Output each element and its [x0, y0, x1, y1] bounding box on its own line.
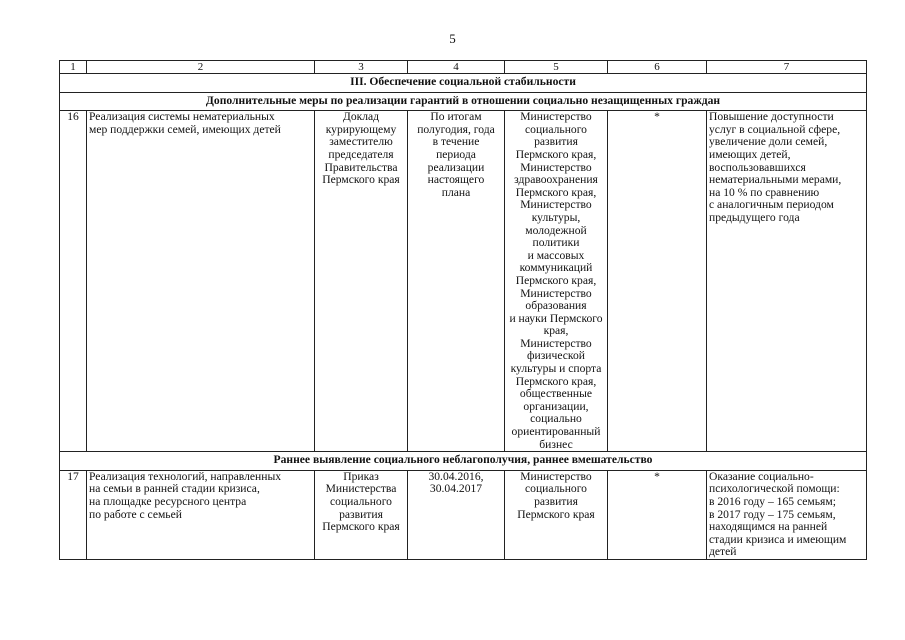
cell-text-line: настоящего: [427, 173, 485, 187]
page-number: 5: [449, 31, 456, 46]
cell-text-line: нематериальными мерами,: [709, 173, 842, 187]
cell-text-line: на 10 % по сравнению: [709, 185, 820, 199]
cell-text-line: общественные: [519, 387, 593, 401]
cell-text-line: реализации: [427, 160, 485, 174]
cell-text-line: политики: [532, 236, 580, 250]
result-cell: [707, 470, 867, 559]
cell-text-line: Министерство: [520, 469, 592, 483]
cell-text-line: Министерства: [325, 482, 397, 496]
measure-cell: [87, 470, 315, 559]
cell-text-line: Реализация технологий, направленных: [89, 469, 282, 483]
funding-cell: *: [608, 470, 707, 559]
cell-text-line: Министерство: [520, 160, 592, 174]
cell-text-line: по работе с семьей: [89, 507, 182, 521]
section-heading-row: [60, 74, 867, 93]
cell-text-line: курирующему: [325, 122, 397, 136]
cell-text-line: социального: [525, 482, 587, 496]
plan-table: [59, 60, 867, 560]
cell-text-line: полугодия, года: [417, 122, 495, 136]
column-number: 1: [60, 61, 87, 74]
cell-text-line: в 2017 году – 175 семьям,: [709, 507, 836, 521]
cell-text-line: Приказ: [343, 469, 379, 483]
cell-text-line: Министерство: [520, 110, 592, 124]
cell-text-line: имеющих детей,: [709, 147, 791, 161]
cell-text-line: Пермского края,: [515, 273, 597, 287]
cell-text-line: Пермского края: [517, 507, 595, 521]
cell-text-line: в течение: [432, 135, 480, 149]
column-number: 7: [707, 61, 867, 74]
cell-text-line: бизнес: [539, 437, 573, 451]
cell-text-line: на площадке ресурсного центра: [89, 495, 247, 508]
cell-text-line: Повышение доступности: [709, 110, 834, 124]
cell-text-line: социального: [330, 495, 392, 508]
cell-text-line: плана: [441, 185, 471, 199]
cell-text-line: Реализация системы нематериальных: [89, 110, 275, 124]
cell-text-line: Министерство: [520, 336, 592, 350]
cell-text-line: образования: [525, 299, 587, 313]
cell-text-line: организации,: [523, 399, 589, 413]
cell-text-line: социального: [525, 122, 587, 136]
row-number: 17: [60, 470, 87, 559]
funding-cell: *: [608, 111, 707, 452]
cell-text-line: Министерство: [520, 198, 592, 212]
deadline-cell: [408, 470, 505, 559]
cell-text-line: развития: [339, 507, 383, 521]
cell-text-line: края,: [543, 324, 569, 338]
subsection-heading-row: [60, 452, 867, 471]
cell-text-line: Пермского края: [322, 173, 400, 187]
cell-text-line: Пермского края,: [515, 185, 597, 199]
result-cell: [707, 111, 867, 452]
cell-text-line: Пермского края: [322, 520, 400, 534]
cell-text-line: культуры и спорта: [510, 362, 602, 376]
cell-text-line: мер поддержки семей, имеющих детей: [89, 122, 281, 136]
cell-text-line: председателя: [328, 147, 394, 161]
cell-text-line: детей: [709, 545, 737, 559]
section-title: III. Обеспечение социальной стабильности: [60, 74, 867, 93]
cell-text-line: 30.04.2017: [429, 482, 483, 496]
cell-text-line: По итогам: [430, 110, 482, 124]
cell-text-line: предыдущего года: [709, 210, 800, 224]
cell-text-line: с аналогичным периодом: [709, 198, 834, 212]
column-number: 4: [408, 61, 505, 74]
table-row: [60, 111, 867, 452]
cell-text-line: в 2016 году – 165 семьям;: [709, 495, 836, 508]
cell-text-line: 30.04.2016,: [428, 469, 484, 483]
cell-text-line: Правительства: [324, 160, 398, 174]
cell-text-line: Пермского края,: [515, 374, 597, 388]
cell-text-line: культуры,: [531, 210, 581, 224]
measure-cell: [87, 111, 315, 452]
subsection-heading-row: [60, 92, 867, 111]
cell-text-line: воспользовавшихся: [709, 160, 806, 174]
table-row: [60, 470, 867, 559]
cell-text-line: Доклад: [342, 110, 380, 124]
document-cell: [315, 470, 408, 559]
cell-text-line: Оказание социально-: [709, 469, 814, 483]
cell-text-line: находящимся на ранней: [709, 520, 828, 534]
cell-text-line: увеличение доли семей,: [709, 135, 828, 149]
cell-text-line: здравоохранения: [514, 173, 598, 187]
cell-text-line: физической: [527, 349, 585, 363]
cell-text-line: ориентированный: [511, 425, 601, 439]
executors-cell: [505, 111, 608, 452]
cell-text-line: и массовых: [527, 248, 585, 262]
cell-text-line: и науки Пермского: [509, 311, 603, 325]
cell-text-line: социально: [530, 412, 582, 426]
document-cell: [315, 111, 408, 452]
executors-cell: [505, 470, 608, 559]
cell-text-line: развития: [534, 495, 578, 508]
cell-text-line: стадии кризиса и имеющим: [709, 532, 847, 546]
cell-text-line: развития: [534, 135, 578, 149]
cell-text-line: Пермского края,: [515, 147, 597, 161]
cell-text-line: Министерство: [520, 286, 592, 300]
column-number: 5: [505, 61, 608, 74]
subsection-title: Дополнительные меры по реализации гарантий в отношении социально незащищенных граждан: [60, 92, 867, 111]
cell-text-line: коммуникаций: [519, 261, 593, 275]
column-number: 3: [315, 61, 408, 74]
column-number-row: [60, 61, 867, 74]
subsection-title: Раннее выявление социального неблагополучия, раннее вмешательство: [60, 452, 867, 471]
cell-text-line: заместителю: [329, 135, 393, 149]
column-number: 6: [608, 61, 707, 74]
cell-text-line: услуг в социальной сфере,: [709, 122, 841, 136]
cell-text-line: молодежной: [525, 223, 587, 237]
cell-text-line: психологической помощи:: [709, 482, 840, 496]
cell-text-line: на семьи в ранней стадии кризиса,: [89, 482, 260, 496]
cell-text-line: периода: [436, 147, 476, 161]
column-number: 2: [87, 61, 315, 74]
deadline-cell: [408, 111, 505, 452]
row-number: 16: [60, 111, 87, 452]
